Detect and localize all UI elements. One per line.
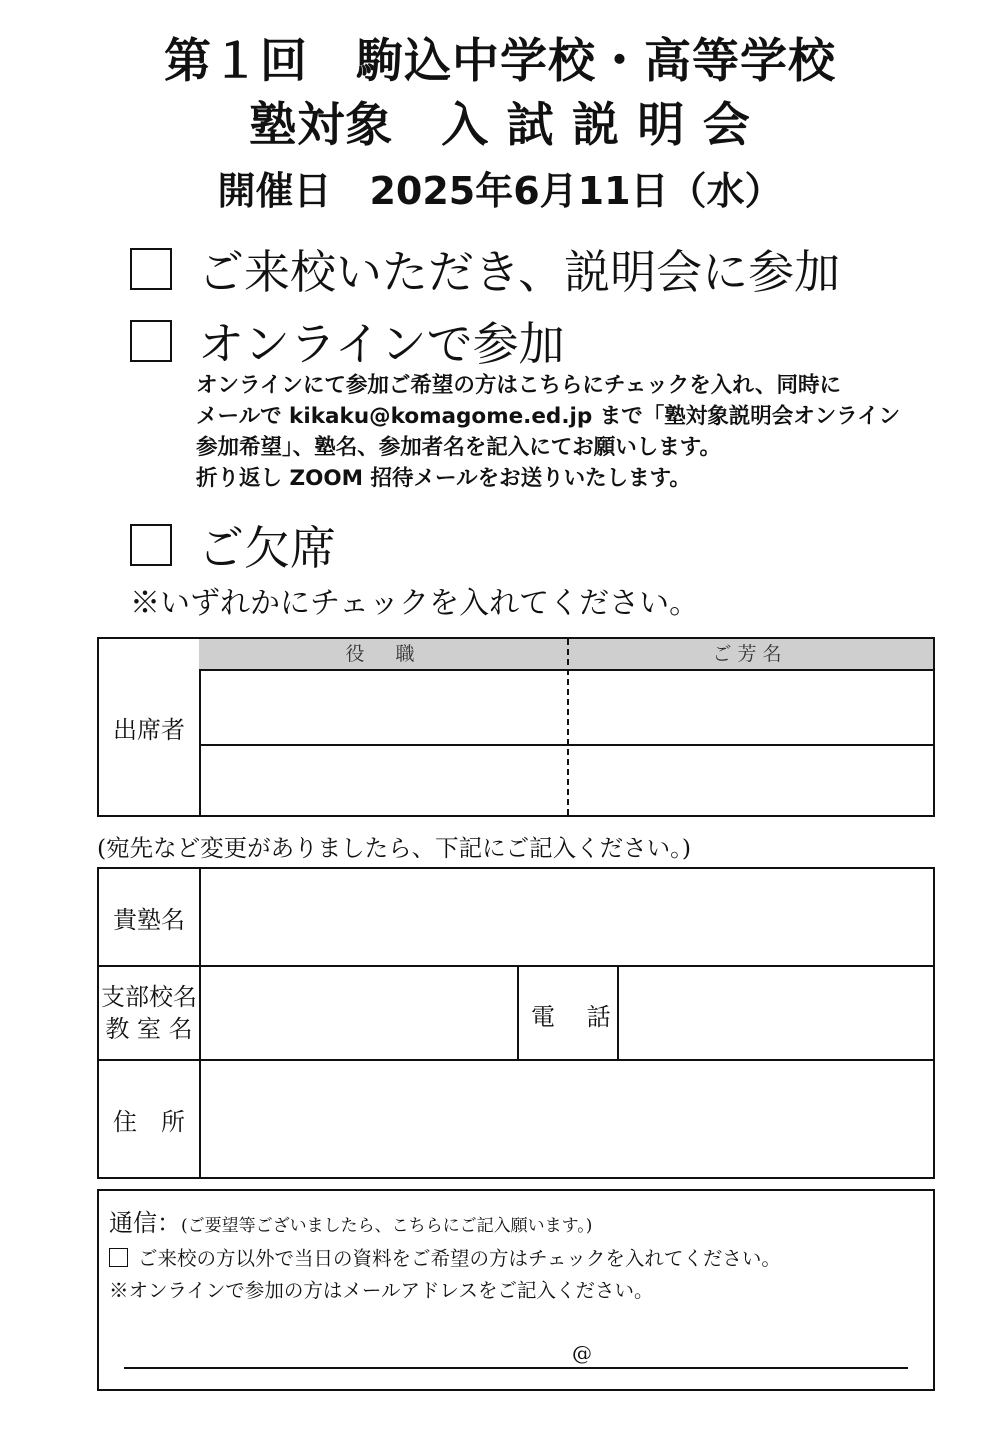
attendee-label: 出席者 <box>99 639 201 815</box>
school-name-field[interactable] <box>201 869 933 965</box>
title-line1: 第１回 駒込中学校・高等学校 <box>164 34 836 89</box>
attendee-header <box>199 639 933 671</box>
address-field[interactable] <box>201 1061 933 1177</box>
title-line2: 塾対象 入 試 説 明 会 <box>249 98 751 153</box>
comm-title: 通信： <box>109 1209 181 1237</box>
online-note-line: 折り返し ZOOM 招待メールをお送りいたします。 <box>196 466 691 491</box>
branch-label-line1: 支部校名 <box>101 983 197 1011</box>
materials-request-label: ご来校の方以外で当日の資料をご希望の方はチェックを入れてください。 <box>138 1247 781 1270</box>
option-absent[interactable] <box>130 512 336 578</box>
at-sign: @ <box>572 1341 592 1365</box>
instruction: ※いずれかにチェックを入れてください。 <box>130 586 700 621</box>
name-field-1[interactable] <box>569 669 933 744</box>
event-date: 開催日 2025年6月11日（水） <box>217 169 783 213</box>
email-instruction: ※オンラインで参加の方はメールアドレスをご記入ください。 <box>109 1279 654 1302</box>
branch-label-line2: 教 室 名 <box>105 1015 193 1043</box>
materials-request[interactable] <box>109 1243 781 1271</box>
email-field[interactable] <box>124 1367 908 1369</box>
online-note <box>196 370 956 494</box>
online-note-line: 参加希望」、塾名、参加者名を記入にてお願いします。 <box>196 435 722 460</box>
position-field-1[interactable] <box>199 669 567 744</box>
option-visit[interactable] <box>130 236 840 302</box>
branch-label <box>99 967 199 1059</box>
change-note: (宛先など変更がありましたら、下記にご記入ください。) <box>97 834 692 862</box>
materials-checkbox[interactable] <box>109 1248 128 1267</box>
communication-box <box>97 1189 935 1391</box>
option-online[interactable] <box>130 308 565 374</box>
school-name-label: 貴塾名 <box>113 905 185 934</box>
name-field-2[interactable] <box>569 746 933 815</box>
attendee-table <box>97 637 935 817</box>
online-note-line: メールで kikaku@komagome.ed.jp まで「塾対象説明会オンライン <box>196 404 901 429</box>
option-online-label: オンラインで参加 <box>198 317 565 371</box>
position-column-header: 役 職 <box>345 643 421 665</box>
address-table <box>97 867 935 1179</box>
absent-checkbox[interactable] <box>130 524 172 566</box>
online-note-line: オンラインにて参加ご希望の方はこちらにチェックを入れ、同時に <box>196 373 842 398</box>
address-label: 住 所 <box>113 1107 185 1136</box>
option-visit-label: ご来校いただき、説明会に参加 <box>198 245 841 299</box>
branch-field[interactable] <box>201 967 517 1059</box>
comm-title-row <box>109 1203 592 1238</box>
option-absent-label: ご欠席 <box>198 521 336 575</box>
column-divider <box>517 965 519 1059</box>
name-column-header: ご芳名 <box>712 643 788 665</box>
phone-label: 電 話 <box>531 1003 623 1031</box>
position-field-2[interactable] <box>199 746 567 815</box>
online-checkbox[interactable] <box>130 320 172 362</box>
visit-checkbox[interactable] <box>130 248 172 290</box>
phone-field[interactable] <box>619 967 933 1059</box>
comm-title-note: (ご要望等ございましたら、こちらにご記入願います。) <box>181 1216 593 1236</box>
